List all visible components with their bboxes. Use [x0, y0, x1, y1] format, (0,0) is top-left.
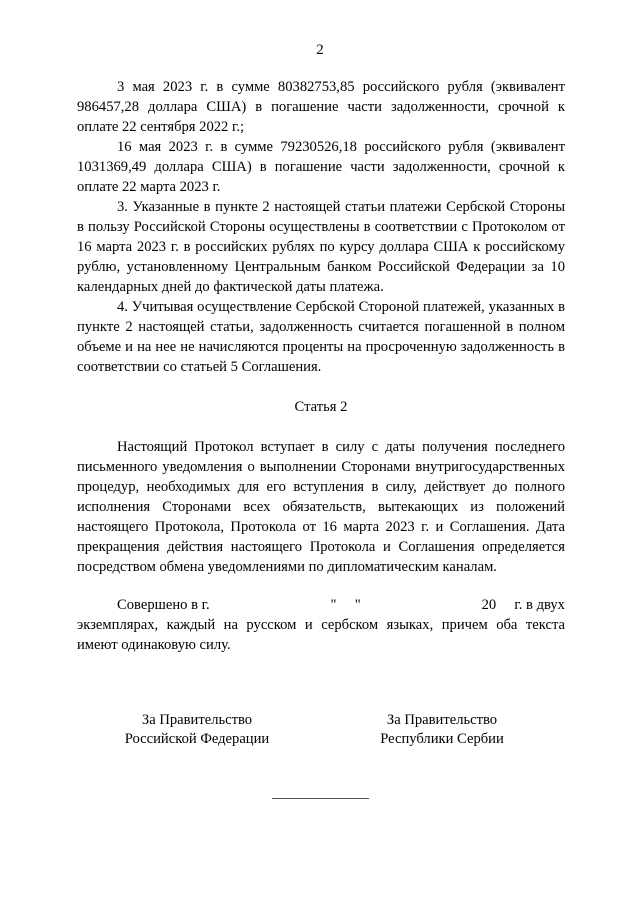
paragraph-copies: экземплярах, каждый на русском и сербском языках, причем оба текста имеют одинаковую силу. — [77, 617, 565, 653]
document-body — [77, 77, 565, 655]
paragraph-clause-4: 4. Учитывая осуществление Сербской Стороной платежей, указанных в пункте 2 настоящей статьи, задолженность считается погашенной в полном объеме и на нее не начисляются проценты на просроченную задолженность в соответствии со статьей 5 Соглашения. — [77, 299, 565, 375]
signature-serbia-line1: За Правительство — [386, 712, 498, 728]
done-at-year: 20 г. в двух — [481, 597, 565, 613]
signature-russia-line2: Российской Федерации — [124, 731, 270, 747]
paragraph-payment-may-3: 3 мая 2023 г. в сумме 80382753,85 российского рубля (эквивалент 986457,28 доллара США) в погашение части задолженности, срочной к оплате 22 сентября 2022 г.; — [77, 79, 565, 135]
signature-russia — [77, 711, 317, 749]
done-at-line — [77, 595, 565, 615]
spacer — [77, 577, 565, 595]
footer-separator — [272, 798, 369, 799]
signature-serbia — [322, 711, 562, 749]
paragraph-payment-may-16: 16 мая 2023 г. в сумме 79230526,18 российского рубля (эквивалент 1031369,49 доллара США) в погашение части задолженности, срочной к оплате 22 марта 2023 г. — [77, 139, 565, 195]
article-2-heading: Статья 2 — [294, 399, 348, 415]
signature-russia-line1: За Правительство — [141, 712, 253, 728]
page-number: 2 — [316, 42, 324, 58]
signature-serbia-line2: Республики Сербии — [380, 731, 504, 747]
paragraph-entry-into-force: Настоящий Протокол вступает в силу с даты получения последнего письменного уведомления о выполнении Сторонами внутригосударственных процедур, необходимых для его вступления в силу, действует до полного исполнения Сторонами всех обязательств, вытекающих из положений настоящего Протокола, Протокола от 16 марта 2023 г. и Соглашения. Дата прекращения действия настоящего Протокола и Соглашения определяется посредством обмена уведомлениями по дипломатическим каналам. — [77, 439, 565, 575]
done-at-date-quotes: " " — [330, 597, 361, 613]
done-at-place: Совершено в г. — [117, 597, 210, 613]
paragraph-clause-3: 3. Указанные в пункте 2 настоящей статьи платежи Сербской Стороны в пользу Российской Стороны осуществлены в соответствии с Протоколом от 16 марта 2023 г. в российских рублях по курсу доллара США к российскому рублю, установленному Центральным банком Российской Федерации за 10 календарных дней до фактической даты платежа. — [77, 199, 565, 295]
